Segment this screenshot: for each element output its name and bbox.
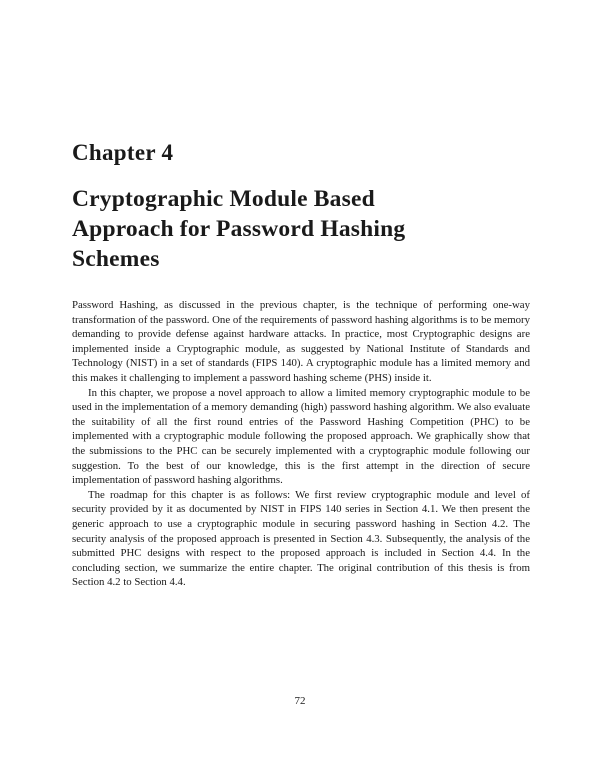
paragraph-intro: Password Hashing, as discussed in the previous chapter, is the technique of performing one-way transformation of the password. One of the requirements of password hashing algorithms is to be memory demanding to provide defense against hardware attacks. In practice, most Cryptographic designs are implemented inside a Cryptographic module, as suggested by National Institute of Standards and Technology (NIST) in a set of standards (FIPS 140). A cryptographic module has a limited memory and this makes it challenging to implement a password hashing scheme (PHS) inside it. — [72, 299, 530, 384]
chapter-title — [72, 184, 542, 274]
page-number: 72 — [294, 695, 306, 707]
chapter-label: Chapter 4 — [72, 140, 174, 165]
body-text — [72, 298, 530, 590]
paragraph-proposal: In this chapter, we propose a novel approach to allow a limited memory cryptographic module to be used in the implementation of a memory demanding (high) password hashing algorithm. We also evaluate the suitability of all the first round entries of the Password Hashing Competition (PHC) to be implemented with a cryptographic module following the proposed approach. We graphically show that the submissions to the PHC can be securely implemented with a cryptographic module following our suggestion. To the best of our knowledge, this is the first attempt in the direction of secure implementation of password hashing algorithms. — [72, 386, 530, 487]
chapter-title-line: Approach for Password Hashing — [72, 216, 406, 242]
chapter-title-line: Cryptographic Module Based — [72, 186, 375, 212]
paragraph-roadmap: The roadmap for this chapter is as follows: We first review cryptographic module and level of security provided by it as documented by NIST in FIPS 140 series in Section 4.1. We then present the generic approach to use a cryptographic module in securing password hashing in Section 4.2. The security analysis of the proposed approach is presented in Section 4.3. Subsequently, the analysis of the submitted PHC designs with respect to the proposed approach is included in Section 4.4. In the concluding section, we summarize the entire chapter. The original contribution of this thesis is from Section 4.2 to Section 4.4. — [72, 488, 530, 589]
chapter-title-line: Schemes — [72, 246, 160, 272]
